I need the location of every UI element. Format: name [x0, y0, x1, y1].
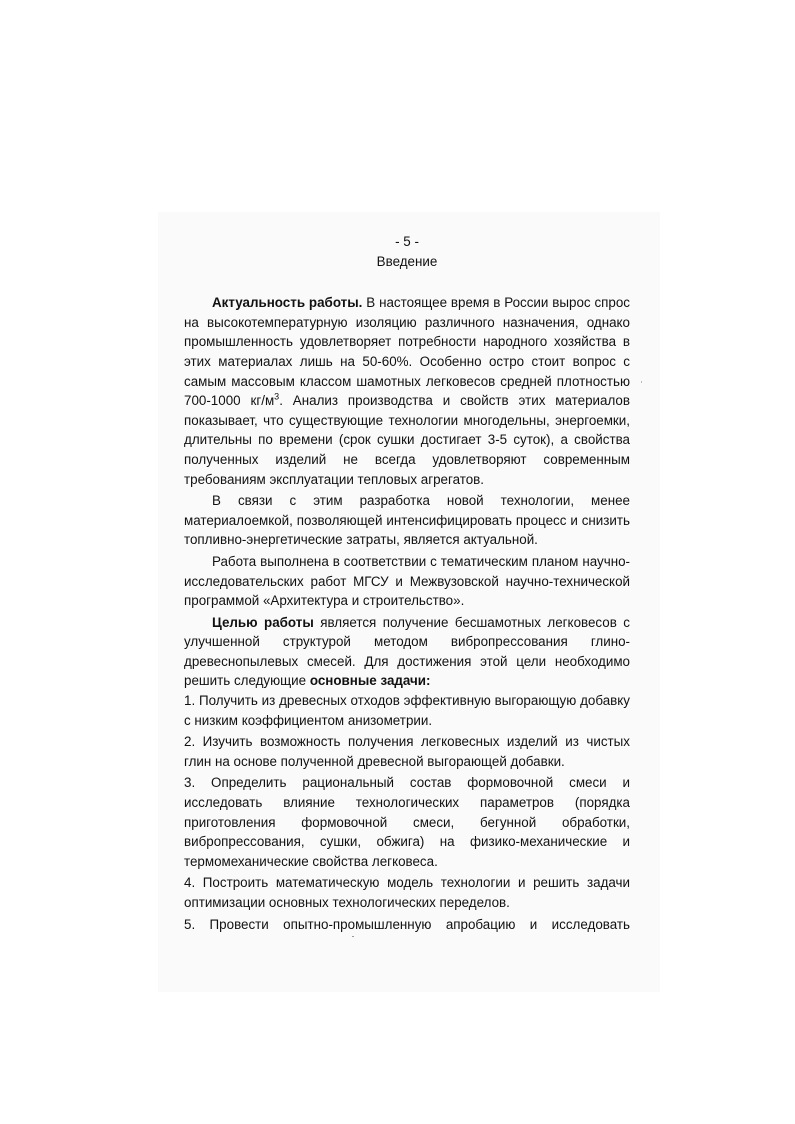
page-number: - 5 - — [395, 234, 419, 249]
task-item: 1. Получить из древесных отходов эффективную выгорающую добавку с низким коэффициентом анизометрии. — [184, 693, 630, 728]
goal-tasks-label: основные задачи: — [309, 673, 431, 689]
relevance-text-b: . Анализ производства и свойств этих материалов показывает, что существующие технологии многодельны, энергоемки, длительны по времени (срок сушки достигает 3-5 суток), а свойства полученных изделий не всегда удовлетворяют современным требованиям эксплуатации тепловых агрегатов. — [184, 393, 630, 487]
task-item: 2. Изучить возможность получения легковесных изделий из чистых глин на основе полученной древесной выгорающей добавки. — [184, 734, 630, 769]
goal-text: является получение бесшамотных легковесов с улучшенной структурой методом вибропрессования глино-древеснопылевых смесей. Для достижения этой цели необходимо решить следующие — [184, 614, 630, 689]
section-heading: Введение — [376, 253, 438, 269]
paragraph-new-technology: В связи с этим разработка новой технологии, менее материалоемкой, позволяющей интенсифицировать процесс и снизить топливно-энергетические затраты, является актуальной. — [184, 493, 630, 548]
relevance-text-a: В настоящее время в России вырос спрос на высокотемпературную изоляцию различного назначения, однако промышленность удовлетворяет потребности народного хозяйства в этих материалах лишь на 50-60%. Особенно остро стоит вопрос с самым массовым классом шамотных легковесов средней плотностью 700-1000 кг/м — [184, 295, 630, 409]
paragraph-program: Работа выполнена в соответствии с тематическим планом научно-исследовательских работ МГСУ и Межвузовской научно-технической программой «Архитектура и строительство». — [184, 553, 630, 609]
paragraph-goal — [184, 613, 630, 691]
paragraph-relevance — [184, 293, 630, 489]
text-body — [184, 232, 630, 934]
task-item: 5. Провести опытно-промышленную апробацию и исследовать — [184, 916, 630, 932]
superscript-3: 3 — [274, 391, 280, 402]
relevance-lead: Актуальность работы. — [212, 295, 363, 311]
scan-speck — [641, 381, 642, 383]
task-item: 3. Определить рациональный состав формовочной смеси и исследовать влияние технологических параметров (порядка приготовления формовочной смеси, бегунной обработки, вибропрессования, сушки, обжига) на физико-механические и термомеханические свойства легковеса. — [184, 775, 630, 869]
scan-speck — [352, 936, 354, 937]
task-item: 4. Построить математическую модель технологии и решить задачи оптимизации основных технологических переделов. — [184, 875, 630, 910]
goal-lead: Целью работы — [212, 614, 314, 630]
